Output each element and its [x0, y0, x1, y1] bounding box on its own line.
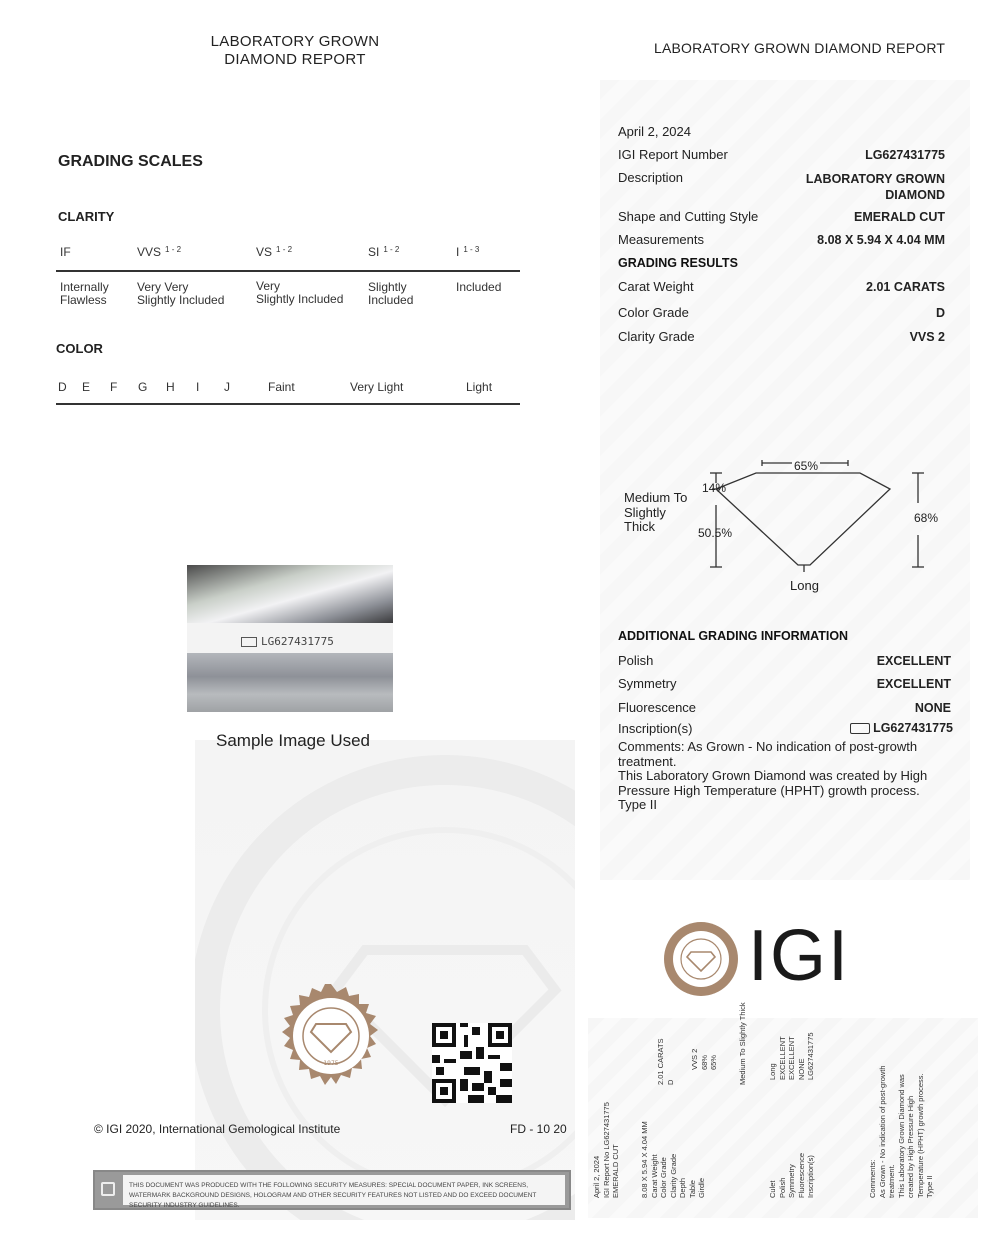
- stub-col-2-labels: 8.08 X 5.94 X 4.04 MM Carat Weight Color Grade Clarity Grade Depth Table Girdle: [640, 1121, 706, 1198]
- grading-scales-title: GRADING SCALES: [58, 153, 203, 170]
- clarity-scale-line: [56, 270, 520, 272]
- comments-block: Comments: As Grown - No indication of post-growth treatment. This Laboratory Grown Diamond was created by High Pressure High Temperature (HPHT) growth process. Type II: [618, 739, 928, 812]
- inscription-label: Inscription(s): [618, 721, 693, 736]
- clarity-desc-vs: Very Slightly Included: [256, 279, 344, 306]
- fluorescence-label: Fluorescence: [618, 700, 697, 715]
- additional-grading-title: ADDITIONAL GRADING INFORMATION: [618, 629, 849, 643]
- form-code: FD - 10 20: [510, 1122, 567, 1136]
- svg-text:1975: 1975: [323, 1060, 339, 1067]
- fluorescence-value: NONE: [914, 701, 951, 715]
- stub-col-3-labels: Culet Polish Symmetry Fluorescence Inscription(s): [768, 1152, 815, 1198]
- stub-col-2-values: 2.01 CARATS D: [656, 1038, 675, 1085]
- right-report-header: LABORATORY GROWN DIAMOND REPORT: [654, 40, 946, 56]
- table-percentage: 65%: [794, 459, 819, 473]
- color-range-light: Light: [466, 380, 493, 394]
- clarity-grade-vs: VS $^{1 - 2}$: [256, 245, 293, 259]
- clarity-title: CLARITY: [58, 209, 115, 224]
- igi-seal-icon: [272, 982, 390, 1100]
- color-range-faint: Faint: [268, 380, 295, 394]
- left-header-line2: DIAMOND REPORT: [224, 51, 366, 68]
- copyright-text: © IGI 2020, International Gemological Institute: [94, 1122, 341, 1136]
- stub-col-2-values-b: VVS 2 68% 65%: [690, 1048, 718, 1070]
- description-label: Description: [618, 170, 684, 185]
- proportions-diagram: [620, 455, 950, 595]
- culet-description: Long: [790, 578, 819, 593]
- polish-label: Polish: [618, 653, 654, 668]
- measurements-value: 8.08 X 5.94 X 4.04 MM: [817, 233, 945, 247]
- inscription-value: LG627431775: [850, 721, 953, 735]
- crown-percentage: 14%: [702, 481, 727, 495]
- security-disclaimer: [93, 1170, 571, 1210]
- report-number-label: IGI Report Number: [618, 147, 728, 162]
- measurements-label: Measurements: [618, 232, 704, 247]
- sample-caption: Sample Image Used: [215, 731, 371, 750]
- igi-inscription-icon: [850, 723, 870, 734]
- sample-image: [187, 565, 393, 712]
- clarity-grade-i: I $^{1 - 3}$: [456, 245, 480, 259]
- clarity-grade-si: SI $^{1 - 2}$: [368, 245, 400, 259]
- lock-icon: [101, 1182, 115, 1196]
- color-letter-d: D: [58, 380, 67, 394]
- color-grade-label: Color Grade: [618, 305, 689, 320]
- clarity-desc-if: Internally Flawless: [60, 280, 109, 307]
- color-range-very-light: Very Light: [350, 380, 404, 394]
- report-date: April 2, 2024: [618, 124, 691, 139]
- total-depth-percentage: 68%: [914, 511, 939, 525]
- clarity-desc-si: Slightly Included: [368, 280, 414, 307]
- clarity-grade-if: IF: [60, 245, 71, 259]
- stub-comments: Comments: As Grown - No indication of post-growth treatment. This Laboratory Grown Diamond was created by High Pressure High Temperature (HPHT) growth process. Type II: [868, 1065, 934, 1198]
- color-letter-h: H: [166, 380, 175, 394]
- polish-value: EXCELLENT: [876, 654, 951, 668]
- disclaimer-text: THIS DOCUMENT WAS PRODUCED WITH THE FOLLOWING SECURITY MEASURES: SPECIAL DOCUMENT PAPER, INK SCREENS, WATERMARK BACKGROUND DESIGNS, HOLOGRAM AND OTHER SECURITY FEATURES NOT LISTED AND DO EXCEED DOCUMENT SECURITY INDUSTRY GUIDELINES.: [123, 1175, 565, 1205]
- left-header-line1: LABORATORY GROWN: [210, 33, 380, 50]
- igi-seal-small-icon: [662, 920, 740, 998]
- stub-col-1: April 2, 2024 IGI Report No LG627431775 EMERALD CUT: [592, 1102, 620, 1198]
- qr-code[interactable]: [432, 1023, 512, 1103]
- clarity-desc-vvs: Very Very Slightly Included: [137, 280, 225, 307]
- girdle-description: Medium To Slightly Thick: [624, 490, 688, 534]
- description-value: LABORATORY GROWN DIAMOND: [805, 172, 945, 202]
- watermark-seal-graphic: [195, 740, 575, 1220]
- symmetry-label: Symmetry: [618, 676, 677, 691]
- igi-logo: [662, 916, 852, 998]
- sample-inscription: LG627431775: [241, 635, 334, 648]
- grading-results-title: GRADING RESULTS: [618, 256, 738, 270]
- color-title: COLOR: [56, 341, 103, 356]
- symmetry-value: EXCELLENT: [876, 677, 951, 691]
- color-letter-g: G: [138, 380, 148, 394]
- color-grade-value: D: [935, 306, 945, 320]
- qr-code-icon: [432, 1023, 512, 1103]
- left-report-header: [190, 33, 400, 69]
- igi-mini-icon: [241, 637, 257, 647]
- shape-value: EMERALD CUT: [854, 210, 945, 224]
- stub-girdle-value: Medium To Slightly Thick: [738, 1002, 747, 1085]
- color-letter-i: I: [196, 380, 200, 394]
- report-number-value: LG627431775: [865, 148, 945, 162]
- clarity-grade-vvs: VVS $^{1 - 2}$: [137, 245, 182, 259]
- igi-seal-left: [272, 982, 390, 1100]
- color-letter-f: F: [110, 380, 118, 394]
- color-letter-j: J: [224, 380, 230, 394]
- clarity-grade-value: VVS 2: [909, 330, 945, 344]
- carat-value: 2.01 CARATS: [866, 280, 945, 294]
- watermark-background: [195, 740, 575, 1220]
- color-letter-e: E: [82, 380, 91, 394]
- color-scale-line: [56, 403, 520, 405]
- shape-label: Shape and Cutting Style: [618, 209, 759, 224]
- igi-wordmark: IGI: [748, 916, 851, 996]
- stub-col-3-values: Long EXCELLENT EXCELLENT NONE LG627431775: [768, 1032, 815, 1080]
- clarity-desc-i: Included: [456, 280, 502, 294]
- clarity-grade-label: Clarity Grade: [618, 329, 695, 344]
- pavilion-percentage: 50.5%: [698, 526, 733, 540]
- carat-label: Carat Weight: [618, 279, 694, 294]
